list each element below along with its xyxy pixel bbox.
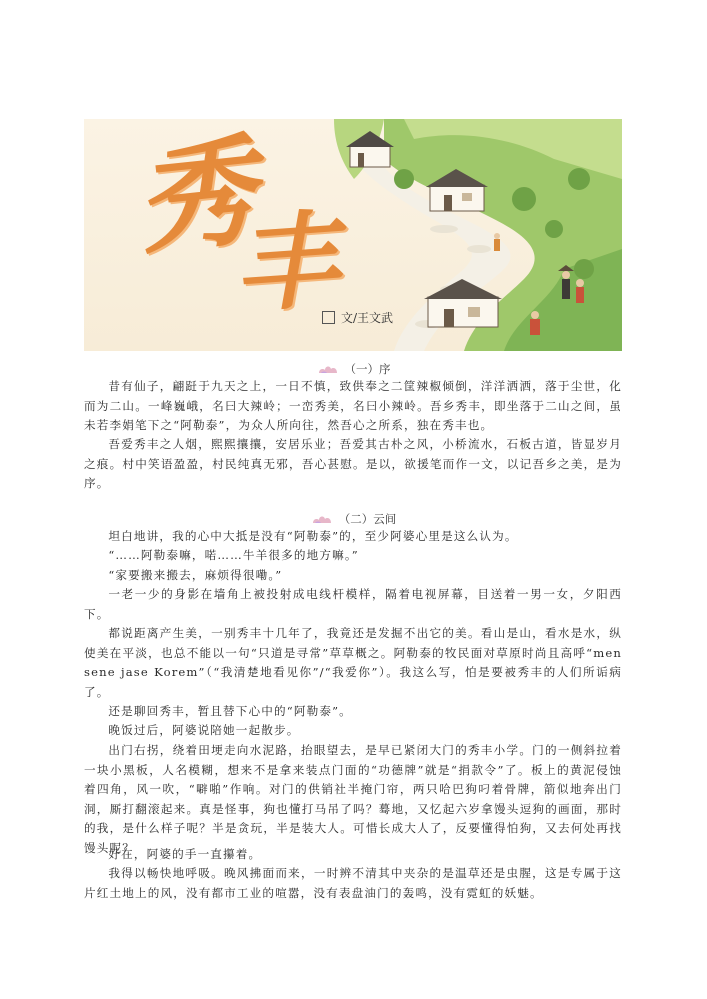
section-heading-1: [0, 361, 707, 377]
cloud-icon: [311, 513, 333, 525]
author-line: [322, 309, 393, 326]
house-bottom: [424, 279, 502, 327]
section-heading-text: （二）云间: [338, 512, 397, 526]
paragraph: 一老一少的身影在墙角上被投射成电线杆模样，隔着电视屏幕，目送着一男一女，夕阳西下。: [84, 587, 622, 621]
checkbox-square-icon: [322, 311, 335, 324]
paragraph: 我得以畅快地呼吸。晚风拂面而来，一时辨不清其中夹杂的是温草还是虫腥，这是专属于这片红土地上的风，没有都市工业的喧嚣，没有表盘油门的轰鸣，没有霓虹的妖魅。: [84, 866, 622, 900]
paragraph: 晚饭过后，阿婆说陪她一起散步。: [108, 723, 300, 737]
header-banner: [84, 119, 622, 351]
author-name: 文/王文武: [341, 311, 394, 325]
paragraph: “家要搬来搬去，麻烦得很嘞。”: [108, 568, 283, 582]
paragraph: 吾爱秀丰之人烟，熙熙攘攘，安居乐业；吾爱其古朴之风，小桥流水，石板古道，皆显岁月之痕。村中笑语盈盈，村民纯真无邪，吾心甚慰。是以，欲援笔而作一文，以记吾乡之美，是为序。: [84, 437, 622, 490]
paragraph: 昔有仙子，翩跹于九天之上，一日不慎，致供奉之二筐辣椒倾倒，洋洋洒洒，落于尘世，化而为二山。一峰巍峨，名曰大辣岭；一峦秀美，名曰小辣岭。吾乡秀丰，即坐落于二山之间，虽未若李娟笔下之“阿勒泰”，为众人所向往，然吾心之所系，独在秀丰也。: [84, 379, 622, 432]
paragraph: 出门右拐，绕着田埂走向水泥路，抬眼望去，是早已紧闭大门的秀丰小学。门的一侧斜拉着一块小黑板，人名模糊，想来不是拿来装点门面的“功德牌”就是“捐款令”了。板上的黄泥侵蚀着四角，风一吹，“噼啪”作响。对门的供销社半掩门帘，两只哈巴狗叼着骨牌，箭似地奔出门洞，厮打翻滚起来。真是怪事，狗也懂打马吊了吗？蓦地，又忆起六岁拿馒头逗狗的画面，那时的我，是什么样子呢？半是贪玩，半是装大人。可惜长成大人了，反要懂得怕狗，又去何处再找馒头呢？: [84, 743, 622, 855]
section-heading-text: （一）序: [344, 362, 391, 376]
paragraph: 坦白地讲，我的心中大抵是没有“阿勒泰”的，至少阿婆心里是这么认为。: [108, 529, 518, 543]
title-char-feng: 丰: [229, 197, 343, 328]
section-heading-2: [0, 511, 707, 527]
title-char-xiu: 秀: [129, 120, 261, 271]
cloud-icon: [317, 363, 339, 375]
paragraph: 还是聊回秀丰，暂且替下心中的“阿勒泰”。: [108, 704, 352, 718]
paragraph: 好在，阿婆的手一直攥着。: [108, 847, 262, 861]
paragraph: 都说距离产生美，一别秀丰十几年了，我竟还是发掘不出它的美。看山是山，看水是水，纵使美在平淡，也总不能以一句“只道是寻常”草草概之。阿勒泰的牧民面对草原时尚且高呼“men sene jase Korem”（“我清楚地看见你”/“我爱你”）。我这么写，怕是要被秀丰的人们所诟病了。: [84, 626, 622, 699]
paragraph: “……阿勒泰嘛，喏……牛羊很多的地方嘛。”: [108, 548, 359, 562]
